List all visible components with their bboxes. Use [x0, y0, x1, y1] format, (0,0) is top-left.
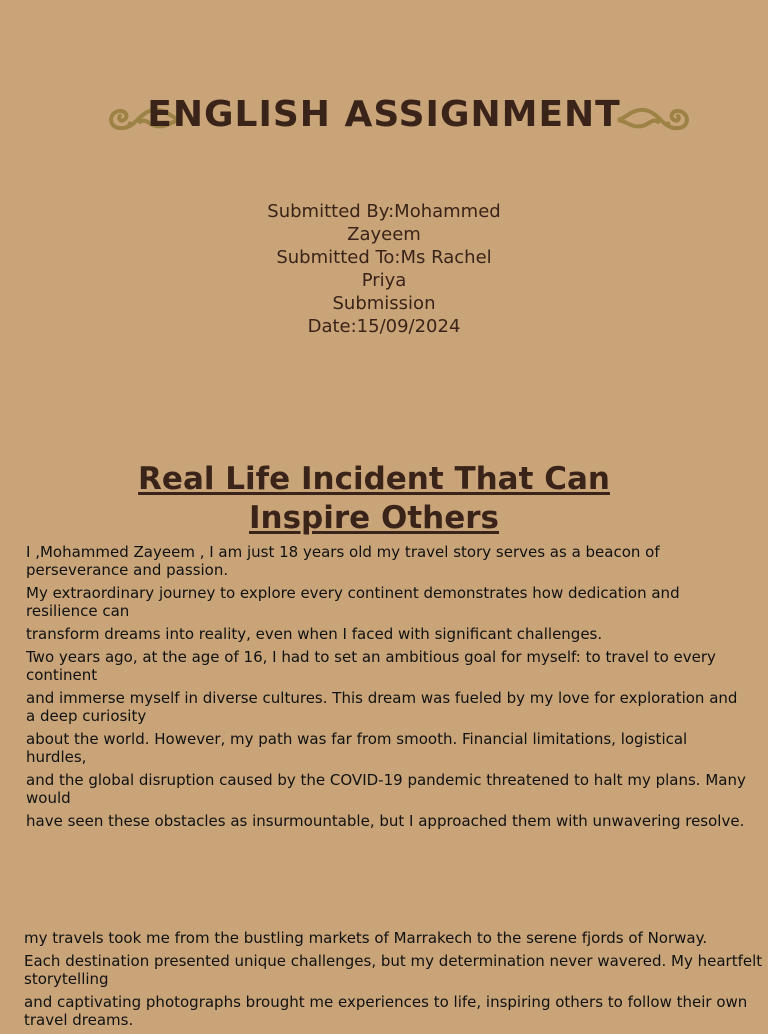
essay-heading-line-2: Inspire Others [249, 500, 499, 536]
continuation-paragraph: Each destination presented unique challenges, but my determination never wavered. My heartfelt storytelling [24, 952, 763, 988]
essay-heading [84, 460, 664, 538]
scroll-ornament-right-icon [612, 98, 692, 138]
essay-paragraph: have seen these obstacles as insurmountable, but I approached them with unwavering resolve. [26, 812, 745, 830]
submission-details [234, 200, 534, 338]
essay-paragraph: and immerse myself in diverse cultures. This dream was fueled by my love for exploration and a deep curiosity [26, 689, 738, 725]
essay-paragraph: Two years ago, at the age of 16, I had to set an ambitious goal for myself: to travel to every continent [26, 648, 716, 684]
submission-date: Date:15/09/2024 [307, 316, 461, 337]
essay-heading-line-1: Real Life Incident That Can [138, 461, 610, 497]
continuation-paragraph: my travels took me from the bustling markets of Marrakech to the serene fjords of Norway. [24, 929, 708, 947]
submitted-to-line: Submitted To:Ms Rachel [276, 247, 492, 268]
submitted-to-name: Priya [361, 270, 407, 291]
essay-paragraph: transform dreams into reality, even when I faced with significant challenges. [26, 625, 603, 643]
title-block [0, 90, 768, 150]
essay-paragraph: My extraordinary journey to explore every continent demonstrates how dedication and resilience can [26, 584, 680, 620]
essay-paragraph: about the world. However, my path was far from smooth. Financial limitations, logistical hurdles, [26, 730, 688, 766]
submitted-by-name: Zayeem [347, 224, 421, 245]
essay-body [26, 543, 746, 835]
submission-label: Submission [332, 293, 436, 314]
essay-paragraph: and the global disruption caused by the COVID-19 pandemic threatened to halt my plans. Many would [26, 771, 746, 807]
essay-paragraph: I ,Mohammed Zayeem , I am just 18 years old my travel story serves as a beacon of perseverance and passion. [26, 543, 660, 579]
continuation-body [24, 929, 764, 1034]
assignment-title: ENGLISH ASSIGNMENT [147, 94, 621, 135]
submitted-by-line: Submitted By:Mohammed [267, 201, 501, 222]
continuation-paragraph: and captivating photographs brought me experiences to life, inspiring others to follow their own travel dreams. [24, 993, 748, 1029]
